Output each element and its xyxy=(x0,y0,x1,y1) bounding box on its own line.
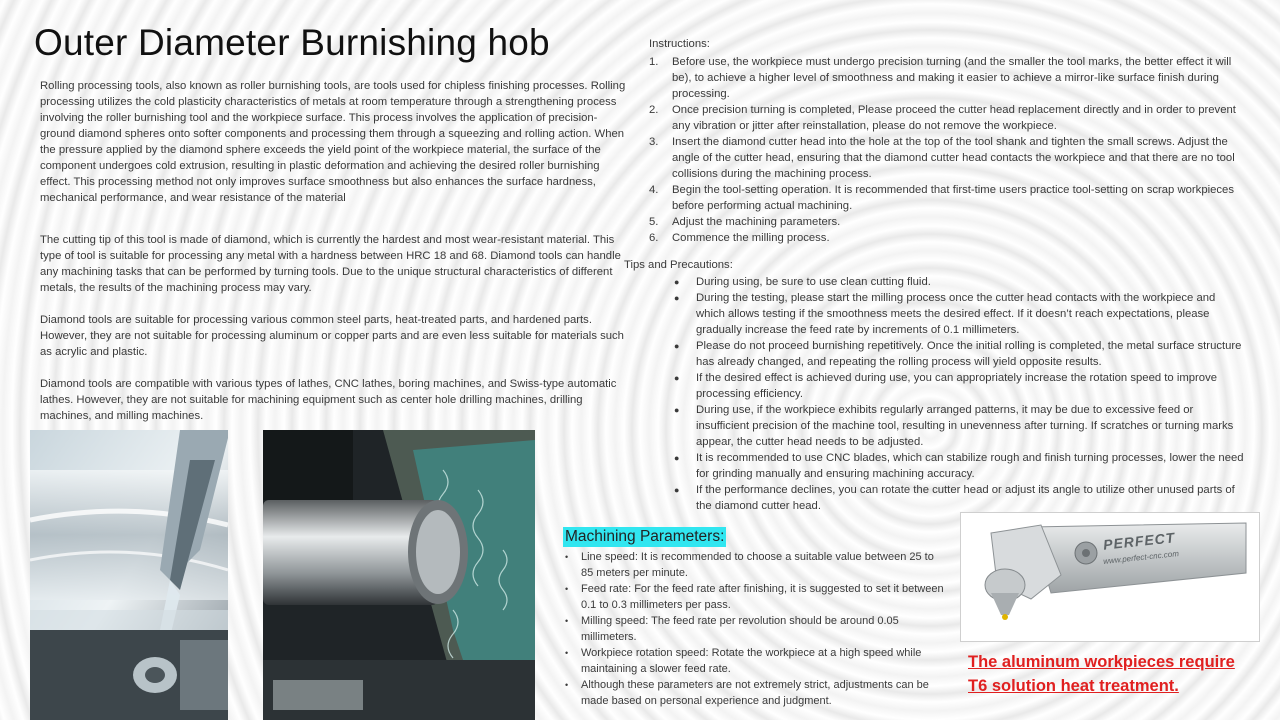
instruction-item: 5. Adjust the machining parameters. xyxy=(649,216,841,228)
machining-parameters-heading: Machining Parameters: xyxy=(565,528,725,545)
instruction-item: 4. Begin the tool-setting operation. It is recommended that first-time users practice tool-setting on scrap workpieces before performing actual machining. xyxy=(649,184,1234,212)
parameter-item: • Workpiece rotation speed: Rotate the workpiece at a high speed while maintaining a slower feed rate. xyxy=(565,647,922,675)
tip-item: ● Please do not proceed burnishing repetitively. Once the initial rolling is completed, the metal surface structure has already changed, and repeating the rolling process will yield opposite results. xyxy=(674,340,1242,368)
bullet-icon: • xyxy=(565,616,569,626)
tip-item: ● If the performance declines, you can rotate the cutter head or adjust its angle to utilize other unused parts of the diamond cutter head. xyxy=(674,484,1235,512)
bullet-icon: • xyxy=(565,680,569,690)
parameter-item: • Although these parameters are not extremely strict, adjustments can be made based on personal experience and judgment. xyxy=(565,679,929,707)
instruction-item: 6. Commence the milling process. xyxy=(649,232,830,244)
bullet-icon: ● xyxy=(674,293,680,303)
bullet-icon: ● xyxy=(674,405,680,415)
bullet-icon: ● xyxy=(674,373,680,383)
bullet-icon: • xyxy=(565,584,569,594)
suitability-paragraph: Diamond tools are suitable for processing various common steel parts, heat-treated parts, and hardened parts. However, they are not suitable for processing aluminum or copper parts and are even less suitable for materials such as acrylic and plastic. xyxy=(40,314,624,358)
product-tool-photo xyxy=(960,512,1260,642)
tips-list xyxy=(674,274,1244,514)
instruction-item: 2. Once precision turning is completed, Please proceed the cutter head replacement directly and in order to prevent any vibration or jitter after reinstallation, please do not remove the workpiece. xyxy=(649,104,1236,132)
product-website-label: www.perfect-cnc.com xyxy=(1102,549,1180,566)
burnishing-photo-closeup xyxy=(263,430,535,720)
compatibility-paragraph: Diamond tools are compatible with various types of lathes, CNC lathes, boring machines, and Swiss-type automatic lathes. However, they are not suitable for machining equipment such as center hole drilling machines, drilling machines, and milling machines. xyxy=(40,378,617,422)
parameter-item: • Feed rate: For the feed rate after finishing, it is suggested to set it between 0.1 to 0.3 millimeters per pass. xyxy=(565,583,944,611)
tip-item: ● If the desired effect is achieved during use, you can appropriately increase the rotation speed to improve processing efficiency. xyxy=(674,372,1218,400)
bullet-icon: • xyxy=(565,648,569,658)
warning-note xyxy=(968,650,1278,698)
warning-line-2: T6 solution heat treatment. xyxy=(968,677,1179,695)
burnishing-photo-lathe xyxy=(30,430,228,720)
bullet-icon: ● xyxy=(674,485,680,495)
parameter-item: • Milling speed: The feed rate per revolution should be around 0.05 millimeters. xyxy=(565,615,899,643)
tip-item: ● During use, if the workpiece exhibits regularly arranged patterns, it may be due to excessive feed or insufficient precision of the machine tool, resulting in unevenness after turning. If scratches or turning marks appear, the cutter head needs to be adjusted. xyxy=(674,404,1234,448)
bullet-icon: ● xyxy=(674,341,680,351)
warning-line-1: The aluminum workpieces require xyxy=(968,653,1235,671)
bullet-icon: • xyxy=(565,552,569,562)
tips-title: Tips and Precautions: xyxy=(624,259,733,271)
instruction-item: 3. Insert the diamond cutter head into the hole at the top of the tool shank and tighten the small screws. Adjust the angle of the cutter head, ensuring that the diamond cutter head contacts the workpiece and that there are no tool collisions during the machining process. xyxy=(649,136,1235,180)
tip-item: ● During using, be sure to use clean cutting fluid. xyxy=(674,276,931,288)
parameter-item: • Line speed: It is recommended to choose a suitable value between 25 to 85 meters per minute. xyxy=(565,551,934,579)
bullet-icon: ● xyxy=(674,277,680,287)
bullet-icon: ● xyxy=(674,453,680,463)
product-brand-label: PERFECT xyxy=(1102,529,1176,553)
slide-title: Outer Diameter Burnishing hob xyxy=(34,22,550,63)
intro-paragraph: Rolling processing tools, also known as roller burnishing tools, are tools used for chipless finishing processes. Rolling processing utilizes the cold plasticity characteristics of metals at room temperature through a strengthening process involving the roller burnishing tool and the workpiece surface. This process involves the application of precision-ground diamond spheres onto softer components and processing them through a squeezing and rolling action. When the pressure applied by the diamond sphere exceeds the yield point of the workpiece material, the surface of the component undergoes cold extrusion, resulting in plastic deformation and achieving the desired roller burnishing effect. This processing method not only improves surface smoothness but also enhances the surface hardness, mechanical performance, and wear resistance of the material xyxy=(40,80,626,204)
tip-item: ● During the testing, please start the milling process once the cutter head contacts with the workpiece and which allows testing if the smoothness meets the desired effect. If it doesn’t reach expectations, please gradually increase the feed rate by increments of 0.1 millimeters. xyxy=(674,292,1216,336)
instructions-title: Instructions: xyxy=(649,38,710,50)
instructions-list xyxy=(649,54,1239,246)
instruction-item: 1. Before use, the workpiece must undergo precision turning (and the smaller the tool marks, the better effect it will be), to achieve a higher level of smoothness and making it easier to achieve a mirror-like surface finish during processing. xyxy=(649,56,1232,100)
tip-item: ● It is recommended to use CNC blades, which can stabilize rough and finish turning processes, lower the need for grinding manually and ensuring machining accuracy. xyxy=(674,452,1244,480)
diamond-paragraph: The cutting tip of this tool is made of diamond, which is currently the hardest and most wear-resistant material. This type of tool is suitable for processing any metal with a hardness between HRC 18 and 68. Diamond tools can handle any machining tasks that can be performed by turning tools. Due to the unique structural characteristics of different metals, the results of the machining process may vary. xyxy=(40,234,621,294)
machining-parameters-list xyxy=(565,549,945,709)
